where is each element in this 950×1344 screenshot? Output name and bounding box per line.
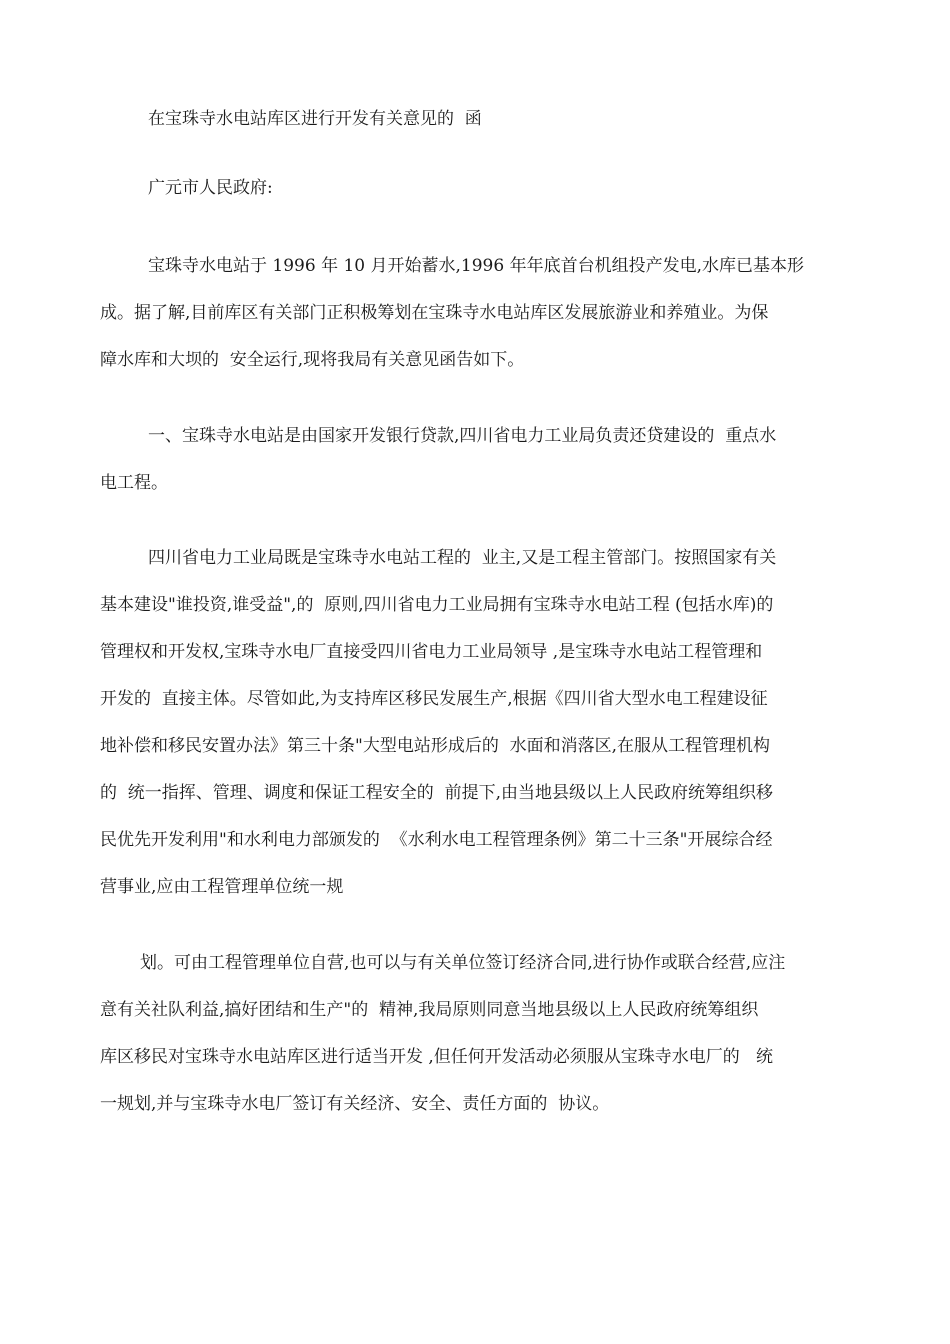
paragraph-3-line-1: 四川省电力工业局既是宝珠寺水电站工程的 业主,又是工程主管部门。按照国家有关: [148, 548, 777, 568]
paragraph-2-line-1: 一、宝珠寺水电站是由国家开发银行贷款,四川省电力工业局负责还贷建设的 重点水: [148, 426, 777, 446]
paragraph-4-line-1: 划。可由工程管理单位自营,也可以与有关单位签订经济合同,进行协作或联合经营,应注: [140, 953, 786, 973]
paragraph-3-line-2: 基本建设"谁投资,谁受益",的 原则,四川省电力工业局拥有宝珠寺水电站工程 (包括水库)的: [100, 595, 774, 615]
paragraph-3-line-6: 的 统一指挥、管理、调度和保证工程安全的 前提下,由当地县级以上人民政府统筹组织移: [100, 783, 774, 803]
paragraph-4-line-2: 意有关社队利益,搞好团结和生产"的 精神,我局原则同意当地县级以上人民政府统筹组织: [100, 1000, 759, 1020]
paragraph-4-line-4: 一规划,并与宝珠寺水电厂签订有关经济、安全、责任方面的 协议。: [100, 1094, 610, 1114]
paragraph-2-line-2: 电工程。: [100, 473, 168, 493]
paragraph-1-line-3: 障水库和大坝的 安全运行,现将我局有关意见函告如下。: [100, 350, 525, 370]
paragraph-1-line-2: 成。据了解,目前库区有关部门正积极筹划在宝珠寺水电站库区发展旅游业和养殖业。为保: [100, 303, 769, 323]
paragraph-3-line-5: 地补偿和移民安置办法》第三十条"大型电站形成后的 水面和消落区,在服从工程管理机构: [100, 736, 771, 756]
paragraph-3-line-8: 营事业,应由工程管理单位统一规: [100, 877, 344, 897]
paragraph-4-line-3: 库区移民对宝珠寺水电站库区进行适当开发 ,但任何开发活动必须服从宝珠寺水电厂的 统: [100, 1047, 774, 1067]
paragraph-3-line-3: 管理权和开发权,宝珠寺水电厂直接受四川省电力工业局领导 ,是宝珠寺水电站工程管理和: [100, 642, 763, 662]
paragraph-3-line-7: 民优先开发利用"和水利电力部颁发的 《水利水电工程管理条例》第二十三条"开展综合经: [100, 830, 773, 850]
document-title: 在宝珠寺水电站库区进行开发有关意见的 函: [148, 109, 482, 129]
paragraph-3-line-4: 开发的 直接主体。尽管如此,为支持库区移民发展生产,根据《四川省大型水电工程建设征: [100, 689, 768, 709]
paragraph-1-line-1: 宝珠寺水电站于 1996 年 10 月开始蓄水,1996 年年底首台机组投产发电,水库已基本形: [148, 256, 804, 276]
salutation: 广元市人民政府:: [148, 178, 273, 198]
